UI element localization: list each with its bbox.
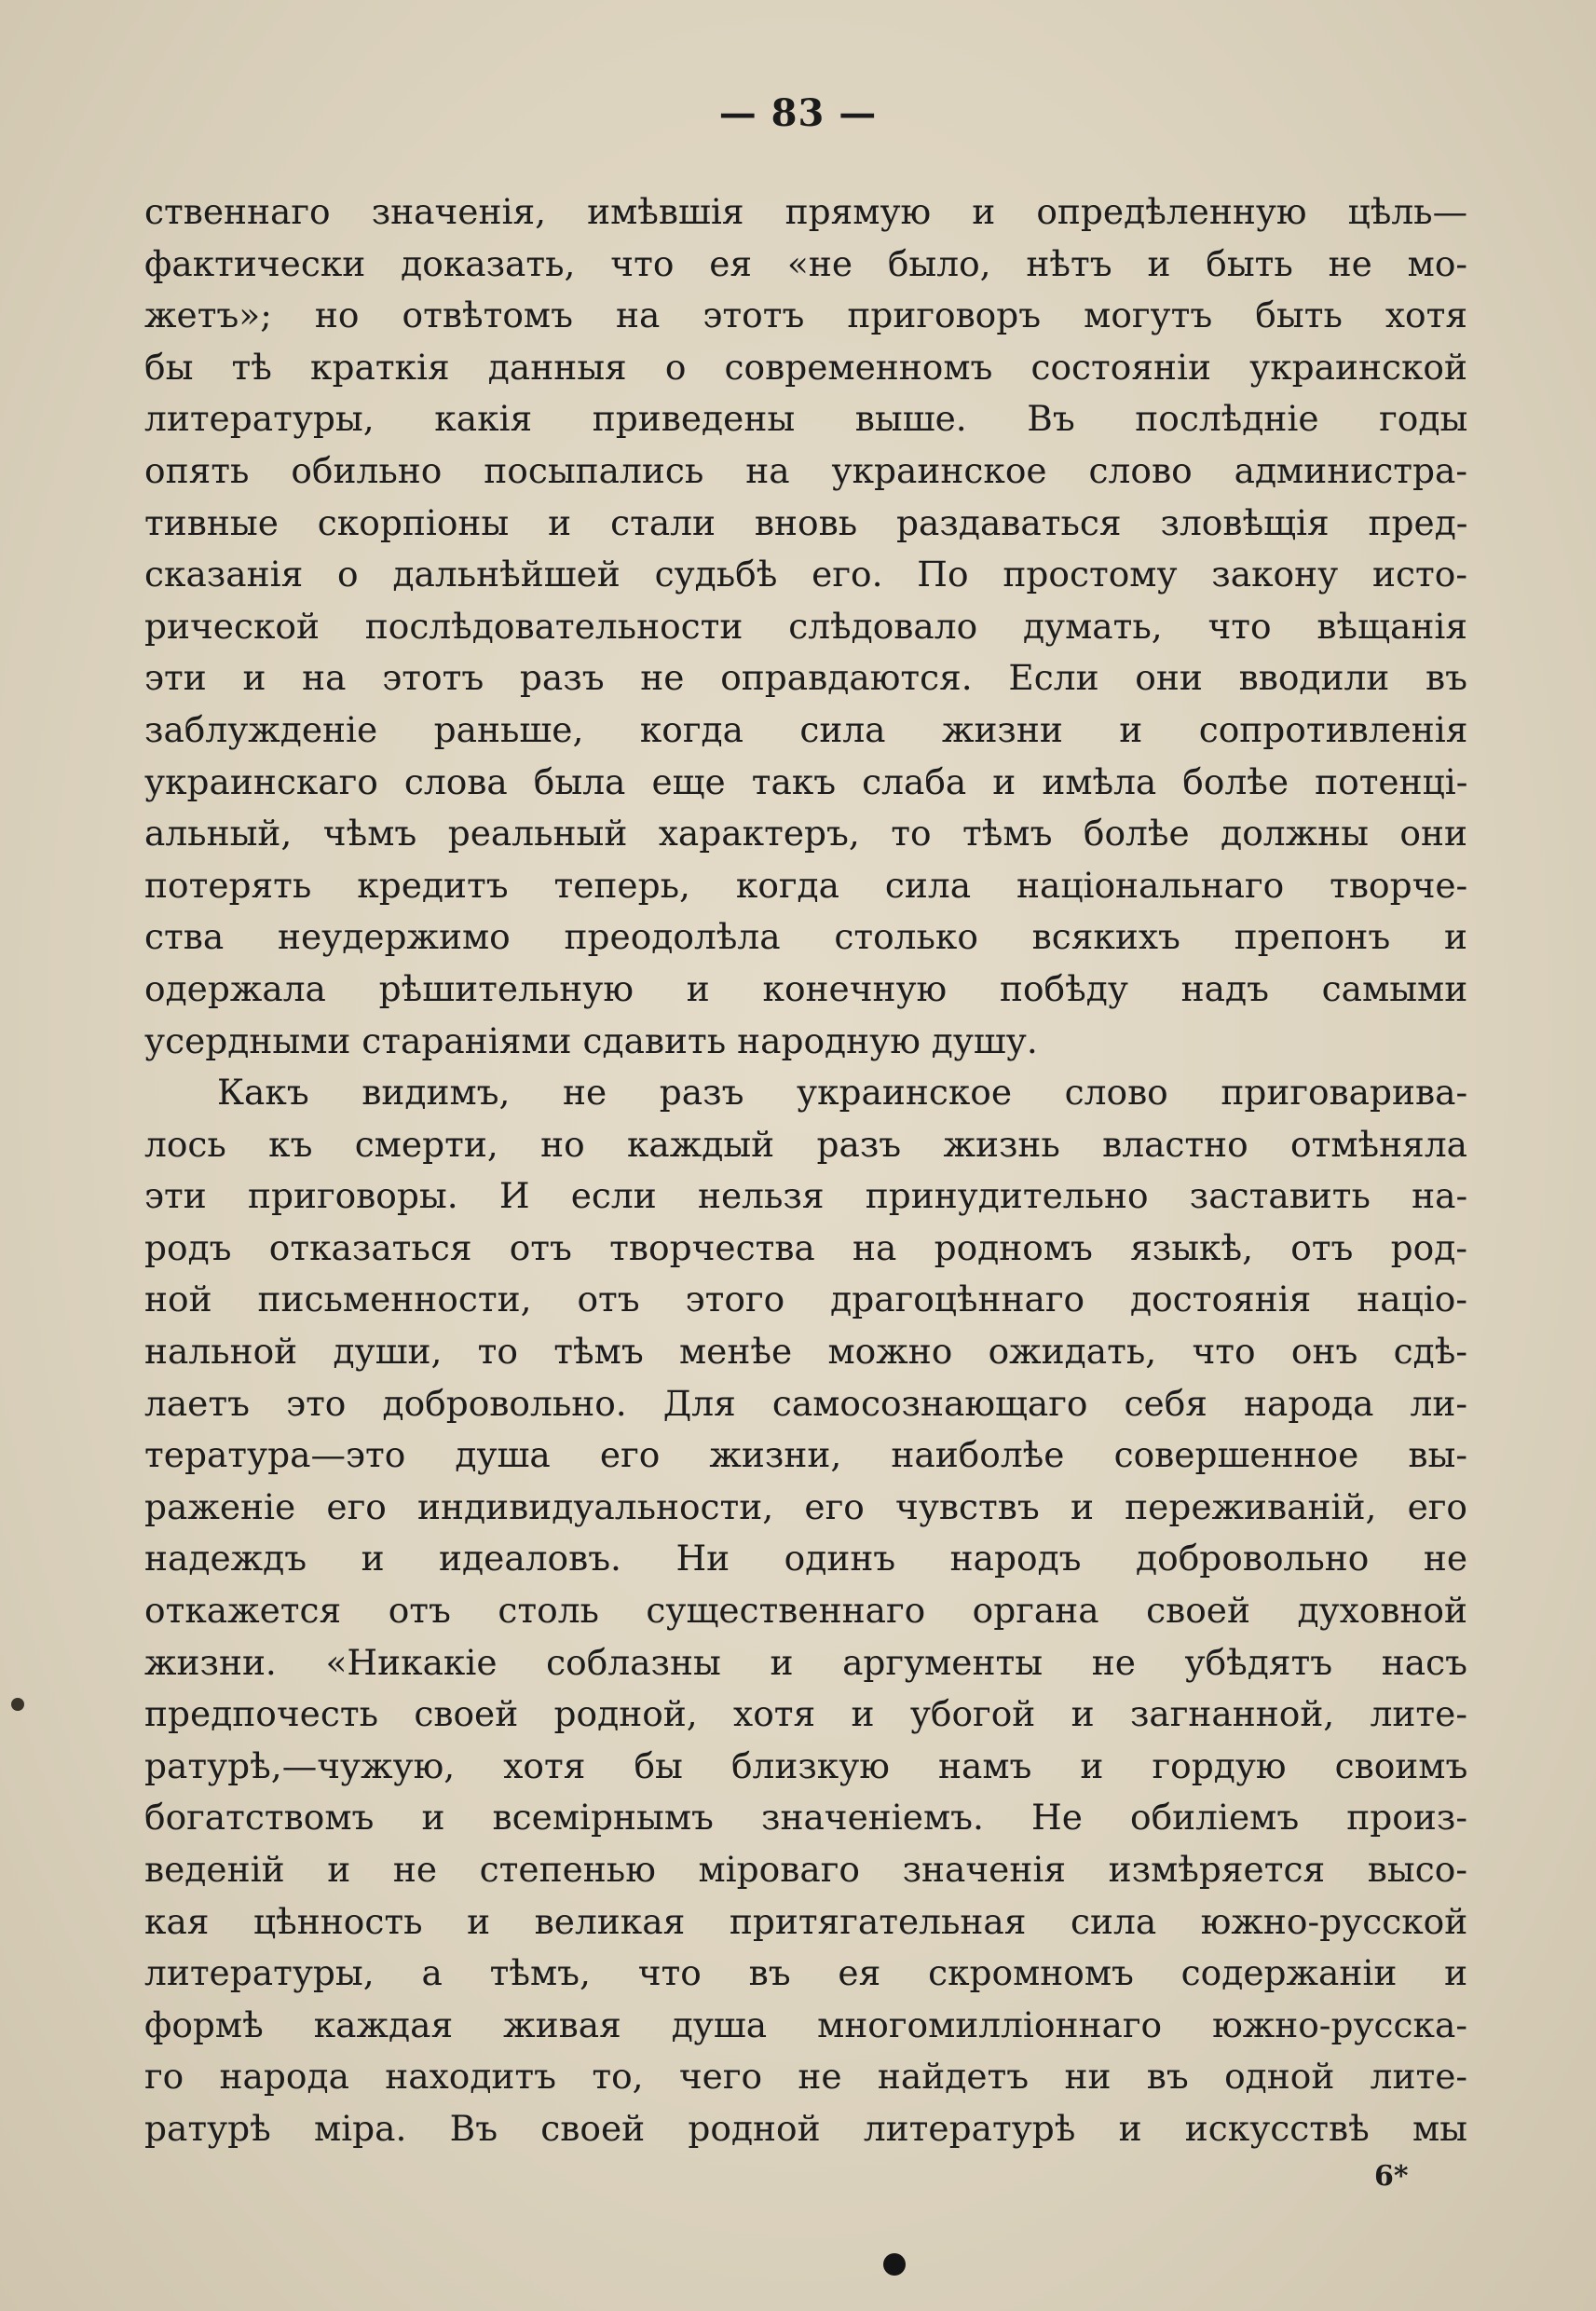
text-line: украинскаго слова была еще такъ слаба и имѣла болѣе потенці-	[144, 760, 1468, 802]
text-line: опять обильно посыпались на украинское слово администра-	[144, 449, 1467, 491]
text-line: жизни. «Никакіе соблазны и аргументы не убѣдятъ насъ	[144, 1641, 1467, 1683]
text-line: усердными стараніями сдавить народную душу.	[144, 1019, 1038, 1061]
text-line: ратурѣ міра. Въ своей родной литературѣ и искусствѣ мы	[144, 2107, 1467, 2149]
text-line: ной письменности, отъ этого драгоцѣннаго достоянія націо-	[144, 1279, 1467, 1320]
text-line: лось къ смерти, но каждый разъ жизнь властно отмѣняла	[144, 1123, 1467, 1165]
text-line: бы тѣ краткія данныя о современномъ состояніи украинской	[144, 346, 1467, 388]
text-line: жетъ»; но отвѣтомъ на этотъ приговоръ могутъ быть хотя	[144, 294, 1468, 336]
text-line: откажется отъ столь существеннаго органа своей духовной	[144, 1590, 1467, 1632]
text-line: тература—это душа его жизни, наиболѣе совершенное вы-	[144, 1434, 1467, 1476]
text-line: веденій и не степенью міроваго значенія измѣряется высо-	[144, 1849, 1467, 1890]
text-line: эти приговоры. И если нельзя принудительно заставить на-	[144, 1175, 1468, 1217]
text-line: формѣ каждая живая душа многомилліоннаго южно-русска-	[144, 2003, 1467, 2045]
text-line: надеждъ и идеаловъ. Ни одинъ народъ добровольно не	[144, 1538, 1468, 1579]
text-line: потерять кредитъ теперь, когда сила національнаго творче-	[144, 864, 1468, 906]
text-line: родъ отказаться отъ творчества на родномъ языкѣ, отъ род-	[144, 1226, 1467, 1268]
text-line: лаетъ это добровольно. Для самосознающаго себя народа ли-	[144, 1382, 1467, 1424]
text-line: Какъ видимъ, не разъ украинское слово приговарива-	[217, 1072, 1468, 1114]
text-line: ратурѣ,—чужую, хотя бы близкую намъ и гордую своимъ	[144, 1744, 1468, 1786]
text-line: фактически доказать, что ея «не было, нѣтъ и быть не мо-	[144, 242, 1468, 284]
text-line: литературы, а тѣмъ, что въ ея скромномъ содержаніи и	[144, 1952, 1468, 1994]
paragraph-1	[144, 186, 1467, 1067]
text-line: сказанія о дальнѣйшей судьбѣ его. По простому закону исто-	[144, 554, 1467, 595]
ink-dot	[883, 2253, 906, 2276]
text-line: кая цѣнность и великая притягательная сила южно-русской	[144, 1900, 1468, 1942]
text-line: ства неудержимо преодолѣла столько всякихъ препонъ и	[144, 916, 1467, 958]
text-line: заблужденіе раньше, когда сила жизни и сопротивленія	[144, 708, 1468, 750]
text-line: раженіе его индивидуальности, его чувствъ и переживаній, его	[144, 1485, 1468, 1527]
margin-mark	[11, 1698, 24, 1711]
text-line: предпочесть своей родной, хотя и убогой и загнанной, лите-	[144, 1693, 1467, 1735]
paragraph-2	[144, 1067, 1467, 2154]
text-line: литературы, какія приведены выше. Въ послѣдніе годы	[144, 398, 1468, 440]
page-number: — 83 —	[718, 91, 878, 135]
text-line: богатствомъ и всемірнымъ значеніемъ. Не обиліемъ произ-	[144, 1797, 1467, 1839]
text-line: ственнаго значенія, имѣвшія прямую и опредѣленную цѣль—	[144, 191, 1468, 232]
text-line: одержала рѣшительную и конечную побѣду надъ самыми	[144, 967, 1468, 1009]
text-line: нальной души, то тѣмъ менѣе можно ожидать, что онъ сдѣ-	[144, 1331, 1467, 1373]
text-line: рической послѣдовательности слѣдовало думать, что вѣщанія	[144, 605, 1467, 647]
text-line: альный, чѣмъ реальный характеръ, то тѣмъ болѣе должны они	[144, 813, 1467, 855]
text-line: эти и на этотъ разъ не оправдаются. Если они вводили въ	[144, 657, 1467, 699]
body-text	[144, 186, 1467, 2155]
text-line: тивные скорпіоны и стали вновь раздаваться зловѣщія пред-	[144, 501, 1468, 543]
printer-signature: 6*	[1374, 2160, 1409, 2193]
text-line: го народа находитъ то, чего не найдетъ ни въ одной лите-	[144, 2056, 1468, 2098]
